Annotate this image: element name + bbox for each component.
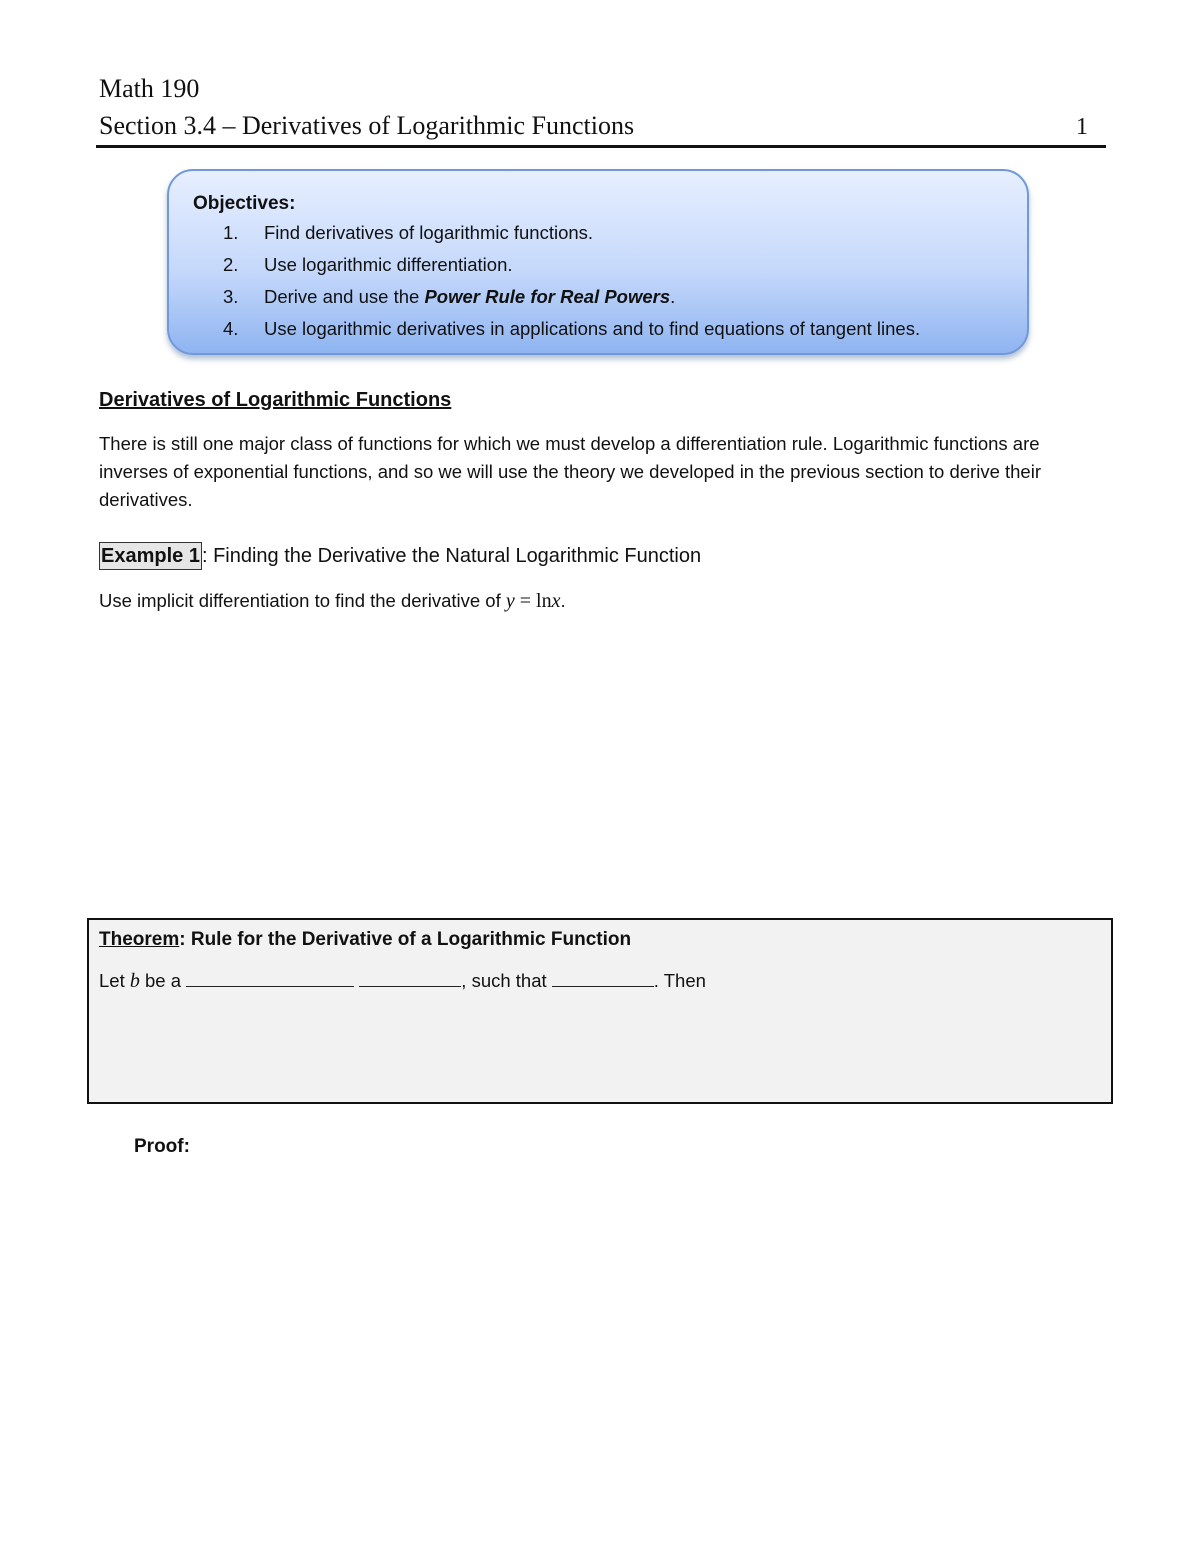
- objective-number: 3.: [223, 286, 239, 307]
- theorem-such-that: , such that: [461, 970, 552, 991]
- prompt-text: Use implicit differentiation to find the derivative of: [99, 590, 506, 611]
- objective-item: [223, 249, 920, 281]
- fill-in-blank[interactable]: [552, 968, 654, 987]
- prompt-end: .: [560, 590, 566, 611]
- math-var-x: x: [551, 590, 561, 612]
- math-var-y: y: [505, 590, 515, 612]
- objective-text: Derive and use the: [264, 286, 425, 307]
- theorem-title: : Rule for the Derivative of a Logarithmic Function: [179, 929, 632, 950]
- example-label: Example 1: [99, 542, 202, 570]
- math-equals-ln: = ln: [514, 590, 552, 612]
- objective-number: 2.: [223, 254, 239, 275]
- theorem-box: [87, 918, 1113, 1104]
- objective-text-end: .: [670, 286, 676, 307]
- theorem-heading: [99, 926, 631, 954]
- page-number: 1: [1076, 114, 1088, 140]
- objective-item: [223, 217, 920, 249]
- math-expression: [506, 590, 561, 612]
- math-var-b: b: [129, 970, 140, 992]
- objective-text: Use logarithmic derivatives in applications and to find equations of tangent lines.: [264, 318, 921, 339]
- theorem-statement: [99, 968, 706, 994]
- intro-paragraph: There is still one major class of functions for which we must develop a differentiation rule. Logarithmic functions are inverses of exponential functions, and so we will use the theory we developed in the previous section to derive their derivatives.: [99, 433, 1041, 510]
- section-title: Section 3.4 – Derivatives of Logarithmic Functions: [99, 111, 635, 140]
- theorem-let: Let: [99, 970, 130, 991]
- section-heading: Derivatives of Logarithmic Functions: [99, 389, 452, 411]
- objective-item: [223, 281, 920, 313]
- objectives-title: Objectives:: [193, 193, 296, 214]
- objective-item: [223, 313, 920, 345]
- objective-number: 1.: [223, 222, 239, 243]
- objective-number: 4.: [223, 318, 239, 339]
- header-rule: [96, 145, 1106, 148]
- theorem-label: Theorem: [99, 929, 180, 950]
- objectives-list: [223, 217, 920, 345]
- example-1-prompt: [99, 588, 566, 614]
- example-1-heading: [99, 541, 701, 571]
- objective-text: Use logarithmic differentiation.: [264, 254, 513, 275]
- objective-text: Find derivatives of logarithmic functions.: [264, 222, 594, 243]
- theorem-be-a: be a: [139, 970, 187, 991]
- fill-in-blank[interactable]: [186, 968, 354, 987]
- objectives-box: [167, 169, 1029, 355]
- proof-label: Proof:: [134, 1136, 190, 1157]
- theorem-then: . Then: [653, 970, 706, 991]
- fill-in-blank[interactable]: [359, 968, 461, 987]
- course-title: Math 190: [99, 74, 200, 103]
- example-title: : Finding the Derivative the Natural Logarithmic Function: [201, 545, 702, 567]
- objective-emphasis: Power Rule for Real Powers: [424, 286, 671, 307]
